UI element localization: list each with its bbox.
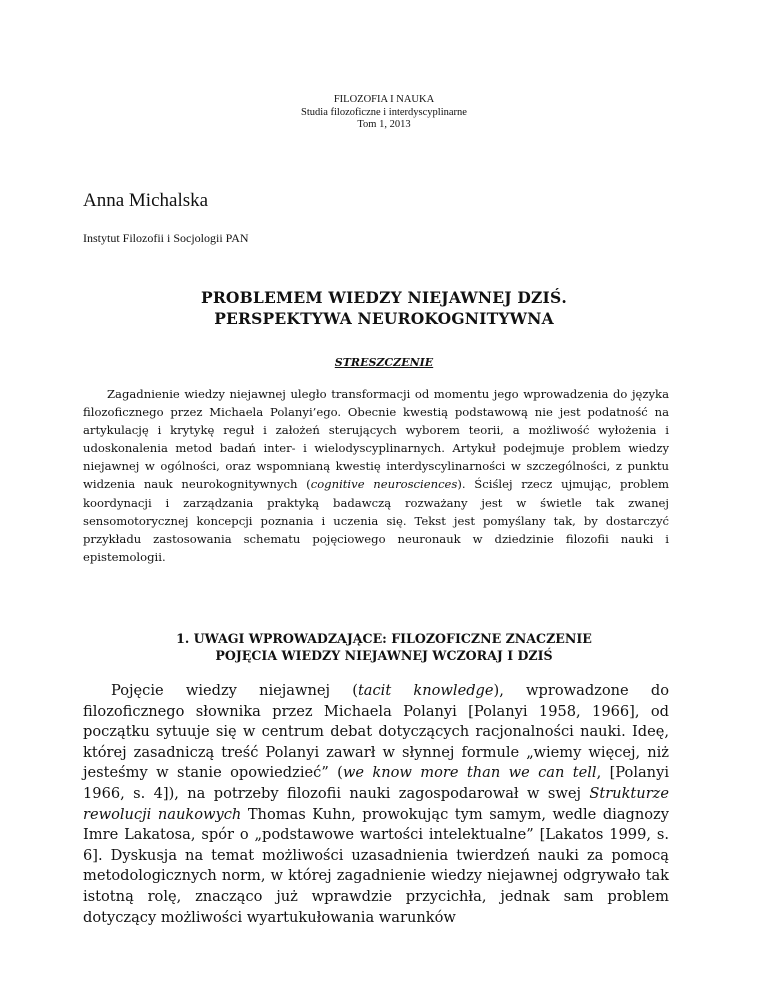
abstract-italic-term: cognitive neurosciences — [310, 477, 458, 492]
body-text: Thomas Kuhn, prowokując tym samym, wedle diagnozy Imre Lakatosa, spór o „podstawowe wartości intelektualne” [Lakatos 1999, s. 6]. Dyskusja na temat możliwości uzasadnienia twierdzeń nauki za pomocą metodologicznych norm, w której zagadnienie wiedzy niejawnej odgrywało tak istotną rolę, znacząco już wprawdzie przycichła, jednak sam problem dotyczący możliwości wyartukułowania warunków — [83, 805, 669, 926]
abstract-text-part: ). Ściślej rzecz ujmując, problem koordynacji i zarządzania praktyką badawczą rozważany jest w świetle tak zwanej sensomotorycznej koncepcji poznania i uczenia się. Tekst jest pomyślany tak, by dostarczyć przykładu zastosowania schematu pojęciowego neuronauk w dziedzinie filozofii nauki i epistemologii. — [83, 477, 669, 564]
body-italic-book-title: Strukturze rewolucji naukowych — [83, 784, 669, 823]
section-heading-line-2: POJĘCIA WIEDZY NIEJAWNEJ WCZORAJ I DZIŚ — [215, 648, 553, 663]
journal-subtitle: Studia filozoficzne i interdyscyplinarne — [301, 106, 467, 118]
title-line-1: PROBLEMEM WIEDZY NIEJAWNEJ DZIŚ. — [200, 288, 567, 307]
abstract-text-part: Zagadnienie wiedzy niejawnej uległo transformacji od momentu jego wprowadzenia do języka filozoficznego przez Michaela Polanyi’ego. Obecnie kwestią podstawową nie jest podatność na artykulację i krytykę reguł i założeń sterujących wyborem teorii, a możliwość wyłożenia i udoskonalenia metod badań inter- i wielodyscyplinarnych. Artykuł podejmuje problem wiedzy niejawnej w ogólności, oraz wspomnianą kwestię interdyscylinarności w szczególności, z punktu widzenia nauk neurokognitywnych ( — [83, 387, 669, 492]
journal-volume: Tom 1, 2013 — [357, 119, 411, 130]
body-italic-term: tacit knowledge — [357, 682, 494, 699]
journal-header — [0, 94, 768, 132]
section-heading-line-1: 1. UWAGI WPROWADZAJĄCE: FILOZOFICZNE ZNACZENIE — [176, 631, 592, 646]
author-name: Anna Michalska — [83, 190, 209, 211]
body-text: , [Polanyi 1966, s. 4]), na potrzeby filozofii nauki zagospodarował w swej — [83, 764, 669, 802]
abstract-heading: STRESZCZENIE — [334, 356, 434, 369]
journal-name: FILOZOFIA I NAUKA — [333, 94, 435, 105]
article-title — [0, 287, 768, 329]
title-line-2: PERSPEKTYWA NEUROKOGNITYWNA — [214, 309, 554, 328]
body-text: ), wprowadzone do filozoficznego słownika przez Michaela Polanyi [Polanyi 1958, 1966], od początku sytuuje się w centrum debat dotyczących racjonalności nauki. Ideę, której zasadniczą treść Polanyi zawarł w słynnej formule „wiemy więcej, niż jesteśmy w stanie opowiedzieć” ( — [83, 682, 669, 782]
section-heading — [0, 630, 768, 664]
body-paragraph — [83, 681, 669, 928]
body-text: Pojęcie wiedzy niejawnej ( — [111, 682, 358, 699]
abstract-text — [83, 385, 669, 566]
author-affiliation: Instytut Filozofii i Socjologii PAN — [83, 231, 249, 245]
body-italic-quote: we know more than we can tell — [342, 764, 597, 782]
